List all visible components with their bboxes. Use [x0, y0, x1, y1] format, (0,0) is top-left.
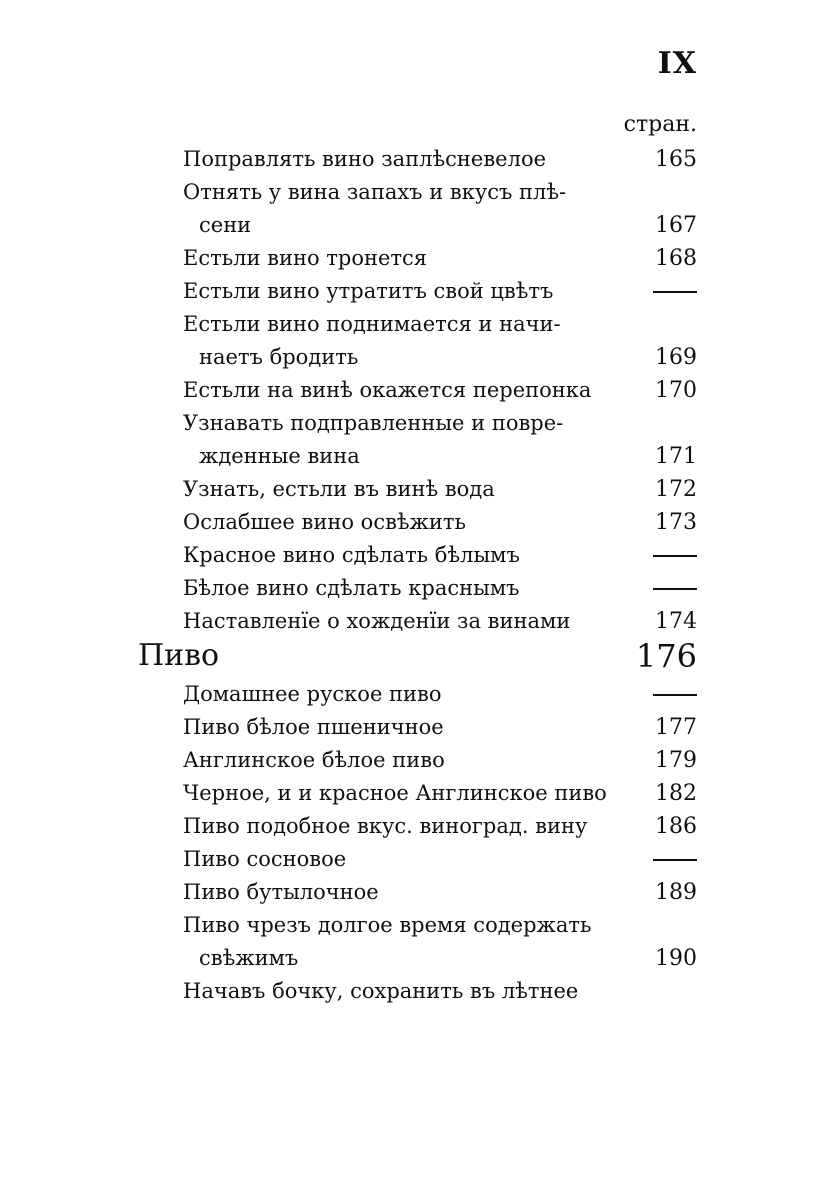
entry-title: Естьли на винѣ окажется перепонка	[183, 378, 592, 402]
section-heading	[138, 636, 697, 676]
toc-entry	[183, 909, 697, 942]
toc-entry	[183, 975, 697, 1008]
toc-entry	[183, 440, 697, 473]
toc-entry	[183, 572, 697, 605]
page-ref: 186	[655, 814, 697, 839]
toc-entry	[183, 341, 697, 374]
toc-entry	[183, 942, 697, 975]
entry-title: Наставленїе о хожденїи за винами	[183, 609, 571, 633]
page-ref: 190	[655, 946, 697, 971]
page-ref: 182	[655, 781, 697, 806]
entry-title: Пиво бутылочное	[183, 880, 379, 904]
toc-entry	[183, 473, 697, 506]
entry-title: Начавъ бочку, сохранить въ лѣтнее	[183, 979, 579, 1003]
ditto-dash	[653, 588, 697, 590]
entry-title: Домашнее руское пиво	[183, 682, 442, 706]
entry-title: Естьли вино поднимается и начи-	[183, 312, 561, 336]
toc-entry	[183, 176, 697, 209]
ditto-dash	[653, 555, 697, 557]
entry-title: Поправлять вино заплѣсневелое	[183, 147, 547, 171]
entry-title: Англинское бѣлое пиво	[183, 748, 445, 772]
entry-title: Красное вино сдѣлать бѣлымъ	[183, 543, 520, 567]
toc-entry	[183, 143, 697, 176]
page-ref: 168	[655, 246, 697, 271]
page-ref: 179	[655, 748, 697, 773]
toc-entry	[183, 876, 697, 909]
entry-title: Естьли вино тронется	[183, 246, 428, 270]
toc-entry	[183, 308, 697, 341]
entry-title: Пиво чрезъ долгое время содержать	[183, 913, 592, 937]
entry-title: сени	[199, 213, 252, 237]
page-ref: 167	[655, 213, 697, 238]
page-ref: 174	[655, 609, 697, 634]
ditto-dash	[653, 694, 697, 696]
entry-title: Пиво подобное вкус. виноград. вину	[183, 814, 588, 838]
page-ref: 176	[635, 637, 697, 675]
toc-entry	[183, 374, 697, 407]
section-title: Пиво	[138, 638, 220, 673]
page-number: IX	[657, 46, 697, 81]
entry-title: Ослабшее вино освѣжить	[183, 510, 466, 534]
entry-title: Естьли вино утратитъ свой цвѣтъ	[183, 279, 554, 303]
toc-entry	[183, 209, 697, 242]
page-ref: 177	[655, 715, 697, 740]
toc-entry	[183, 407, 697, 440]
pages-column-header: стран.	[623, 112, 697, 137]
toc-entry	[183, 777, 697, 810]
page-ref: 172	[655, 477, 697, 502]
page-ref: 169	[655, 345, 697, 370]
page-ref: 173	[655, 510, 697, 535]
entry-title: Пиво бѣлое пшеничное	[183, 715, 444, 739]
ditto-dash	[653, 859, 697, 861]
entry-title: Узнать, естьли въ винѣ вода	[183, 477, 495, 501]
entry-title: Узнавать подправленные и повре-	[183, 411, 564, 435]
page-ref: 165	[655, 147, 697, 172]
entry-title: Черное, и и красное Англинское пиво	[183, 781, 607, 805]
toc-entry	[183, 843, 697, 876]
entry-title: Отнять у вина запахъ и вкусъ плѣ-	[183, 180, 567, 204]
ditto-dash	[653, 291, 697, 293]
toc-entry	[183, 275, 697, 308]
entry-title: Бѣлое вино сдѣлать краснымъ	[183, 576, 520, 600]
toc-entry	[183, 711, 697, 744]
page-ref: 171	[655, 444, 697, 469]
entry-title: Пиво сосновое	[183, 847, 347, 871]
page-ref: 189	[655, 880, 697, 905]
toc-entry	[183, 810, 697, 843]
toc-entry	[183, 506, 697, 539]
page-ref: 170	[655, 378, 697, 403]
entry-title: наетъ бродить	[199, 345, 359, 369]
entry-title: жденные вина	[199, 444, 360, 468]
toc-entry	[183, 242, 697, 275]
toc-entry	[183, 744, 697, 777]
toc-entry	[183, 605, 697, 638]
entry-title: свѣжимъ	[199, 946, 299, 970]
toc-entry	[183, 539, 697, 572]
toc-entry	[183, 678, 697, 711]
